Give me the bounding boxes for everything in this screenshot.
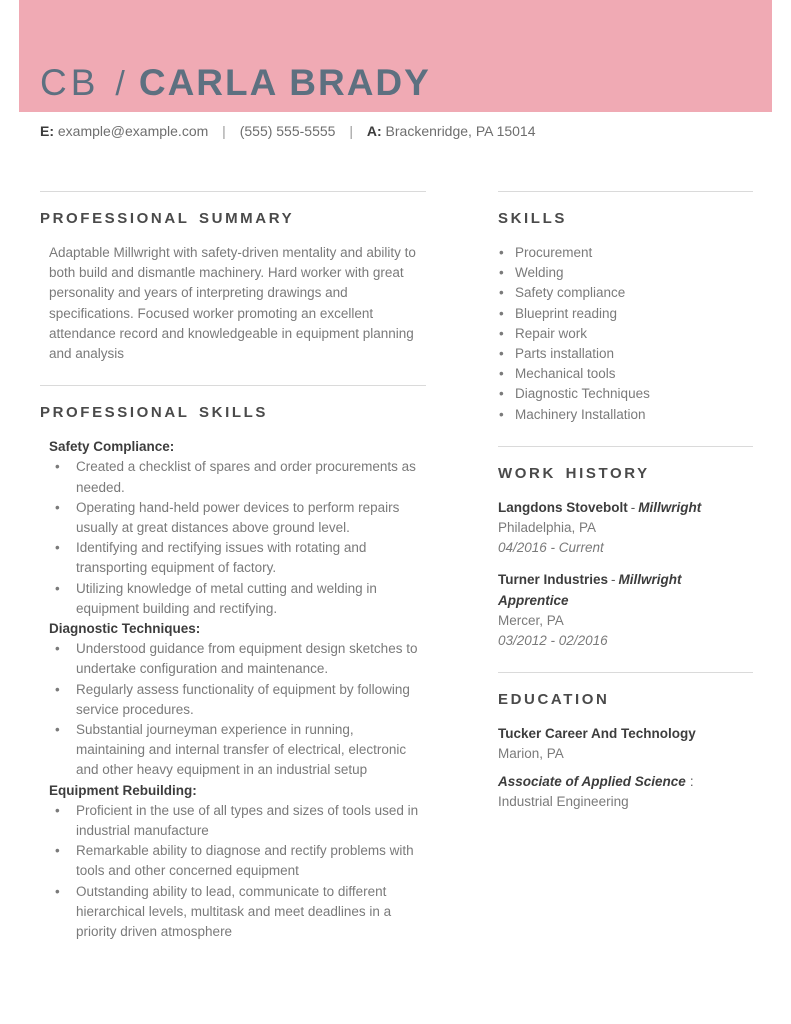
list-item: • Welding [498, 263, 753, 283]
list-item: • Substantial journeyman experience in running, maintaining and internal transfer of electrical, electronic and other heavy equipment in an industrial setup [49, 720, 426, 781]
school-name: Tucker Career And Technology [498, 726, 696, 742]
header-band [19, 0, 772, 112]
section-professional-skills [40, 385, 426, 942]
job-headline [498, 498, 753, 518]
job-dash: - [630, 499, 636, 515]
list-item: • Regularly assess functionality of equipment by following service procedures. [49, 680, 426, 720]
section-skills [498, 191, 753, 425]
company-name: Langdons Stovebolt [498, 499, 628, 515]
skill-group-title: Diagnostic Techniques: [49, 621, 201, 637]
section-work-history [498, 446, 753, 651]
phone-value: (555) 555-5555 [239, 123, 336, 139]
work-history-entry [498, 570, 753, 651]
name-separator-slash: / [115, 65, 125, 103]
job-location: Philadelphia, PA [498, 520, 597, 536]
skill-group [40, 437, 426, 619]
list-item: • Blueprint reading [498, 304, 753, 324]
list-item: • Repair work [498, 324, 753, 344]
job-title: Millwright [638, 499, 702, 515]
address-value: Brackenridge, PA 15014 [385, 123, 536, 139]
skill-group [40, 781, 426, 943]
list-item: • Parts installation [498, 344, 753, 364]
section-heading: PROFESSIONAL SUMMARY [40, 210, 295, 227]
section-heading: WORK HISTORY [498, 464, 650, 482]
job-title: Millwright Apprentice [498, 572, 682, 608]
summary-paragraph: Adaptable Millwright with safety-driven mentality and ability to both build and dismantle machinery. Hard worker with great personality and years of interpreting drawings and specifications. Focused worker promoting an excellent attendance record and knowledgeable in equipment planning and analysis [49, 245, 416, 362]
list-item: • Created a checklist of spares and order procurements as needed. [49, 457, 426, 497]
list-item: • Understood guidance from equipment design sketches to undertake configuration and maintenance. [49, 639, 426, 679]
list-item: • Operating hand-held power devices to perform repairs usually at great distances above ground level. [49, 498, 426, 538]
list-item: • Utilizing knowledge of metal cutting and welding in equipment building and rectifying. [49, 579, 426, 619]
job-dash: - [611, 572, 616, 588]
degree-colon: : [689, 773, 694, 789]
list-item: • Mechanical tools [498, 364, 753, 384]
section-heading: SKILLS [498, 210, 567, 227]
right-column [498, 191, 753, 963]
section-heading: PROFESSIONAL SKILLS [40, 404, 268, 422]
list-item: • Outstanding ability to lead, communicate to different hierarchical levels, multitask and meet deadlines in a priority driven atmosphere [49, 882, 426, 943]
list-item: • Identifying and rectifying issues with rotating and transporting equipment of factory. [49, 538, 426, 578]
job-dates: 03/2012 - 02/2016 [498, 633, 608, 649]
job-dates: 04/2016 - Current [498, 540, 604, 556]
list-item: • Machinery Installation [498, 405, 753, 425]
section-education [498, 672, 753, 812]
degree-name: Associate of Applied Science [498, 773, 686, 789]
skill-group-title: Equipment Rebuilding: [49, 782, 197, 798]
list-item: • Remarkable ability to diagnose and rectify problems with tools and other concerned equipment [49, 841, 426, 881]
list-item: • Diagnostic Techniques [498, 384, 753, 404]
contact-row [40, 123, 791, 139]
email-label: E: [40, 123, 54, 139]
list-item: • Procurement [498, 243, 753, 263]
contact-divider: | [222, 123, 226, 139]
contact-divider: | [349, 123, 353, 139]
company-name: Turner Industries [498, 572, 609, 588]
skill-group-title: Safety Compliance: [49, 439, 175, 455]
email-value: example@example.com [57, 123, 209, 139]
content-columns [40, 191, 791, 963]
skills-list [498, 243, 753, 425]
job-location: Mercer, PA [498, 612, 564, 628]
school-location: Marion, PA [498, 746, 564, 762]
degree-field: Industrial Engineering [498, 793, 629, 809]
job-headline [498, 570, 753, 610]
section-professional-summary [40, 191, 426, 364]
skill-group-bullets [49, 639, 426, 780]
degree-line [498, 772, 753, 792]
name-row [40, 62, 431, 104]
page-title: CARLA BRADY [138, 62, 431, 103]
skill-group [40, 619, 426, 781]
address-label: A: [366, 123, 382, 139]
section-heading: EDUCATION [498, 691, 610, 709]
monogram-initials: CB [40, 62, 100, 103]
list-item: • Proficient in the use of all types and sizes of tools used in industrial manufacture [49, 801, 426, 841]
skill-group-bullets [49, 801, 426, 942]
skill-group-bullets [49, 457, 426, 619]
left-column [40, 191, 426, 963]
list-item: • Safety compliance [498, 283, 753, 303]
education-entry [498, 724, 753, 812]
work-history-entry [498, 498, 753, 559]
